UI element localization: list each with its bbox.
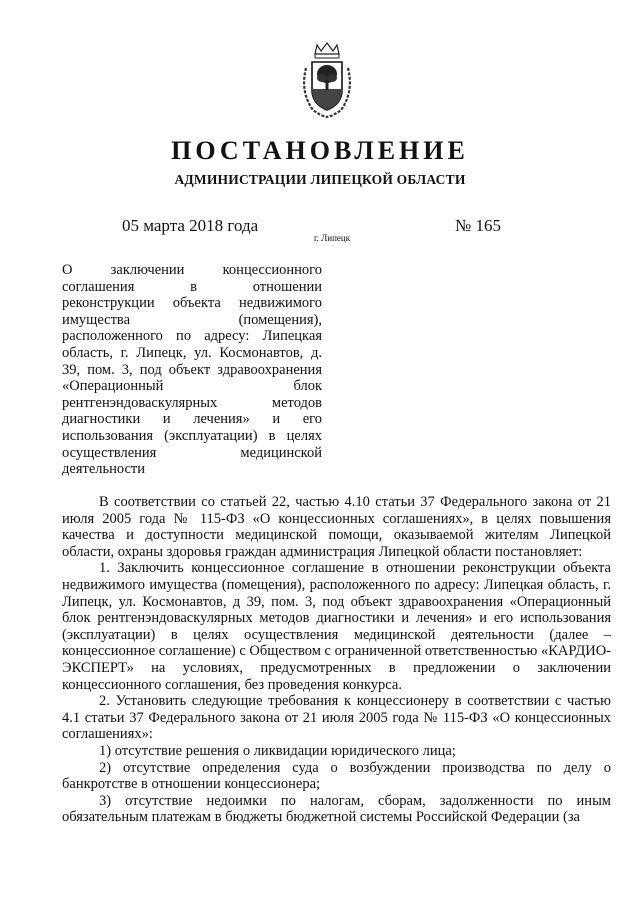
document-body [62, 494, 611, 826]
subject-line: имущества (помещения), [62, 311, 322, 328]
subject-line: расположенного по адресу: Липецкая [62, 328, 322, 345]
coat-of-arms-emblem-icon [297, 40, 357, 120]
subject-line: осуществления медицинской [62, 444, 322, 461]
clause-1-paragraph: 1. Заключить концессионное соглашение в отношении реконструкции объекта недвижимого имущества (помещения), расположенного по адресу: Липецкая область, г. Липецк, ул. Космонавтов, д 39, пом. 3, под объект здравоохранения «Операционный блок рентгенэндоваскулярных методов диагностики и лечения» и его использования (эксплуатации) в целях осуществления медицинской деятельности (далее – концессионное соглашение) с Обществом с ограниченной ответственностью «КАРДИО-ЭКСПЕРТ» на условиях, предусмотренных в предложении о заключении концессионного соглашения, без проведения конкурса. [62, 560, 611, 693]
subject-line: диагностики и лечения» и его [62, 411, 322, 428]
preamble-paragraph: В соответствии со статьей 22, частью 4.10 статьи 37 Федерального закона от 21 июля 2005 года № 115-ФЗ «О концессионных соглашениях», в целях повышения качества и доступности медицинской помощи, оказываемой жителям Липецкой области, охраны здоровья граждан администрация Липецкой области постановляет: [62, 494, 611, 560]
requirement-1-paragraph: 1) отсутствие решения о ликвидации юридического лица; [99, 742, 456, 759]
subject-line: О заключении концессионного [62, 262, 322, 278]
subject-line: реконструкции объекта недвижимого [62, 295, 322, 312]
document-number: № 165 [455, 216, 501, 235]
document-subject [62, 262, 322, 478]
subject-line: «Операционный блок [62, 378, 322, 395]
subject-line: деятельности [62, 461, 146, 478]
requirement-3-paragraph: 3) отсутствие недоимки по налогам, сборам, задолженности по иным обязательным платежам в бюджеты бюджетной системы Российской Федерации (за [62, 792, 611, 826]
requirement-2-paragraph: 2) отсутствие определения суда о возбуждении производства по делу о банкротстве в отношении концессионера; [62, 759, 611, 793]
subject-line: соглашения в отношении [62, 278, 322, 295]
subject-line: использования (эксплуатации) в целях [62, 427, 322, 444]
document-date: 05 марта 2018 года [122, 216, 259, 235]
issuing-authority: АДМИНИСТРАЦИИ ЛИПЕЦКОЙ ОБЛАСТИ [174, 172, 466, 187]
document-city: г. Липецк [314, 233, 351, 243]
subject-line: область, г. Липецк, ул. Космонавтов, д. [62, 344, 322, 361]
clause-2-paragraph: 2. Установить следующие требования к концессионеру в соответствии с частью 4.1 статьи 37 Федерального закона от 21 июля 2005 года № 115-ФЗ «О концессионных соглашениях»: [62, 693, 611, 743]
document-title: ПОСТАНОВЛЕНИЕ [171, 136, 469, 165]
subject-line: рентгенэндоваскулярных методов [62, 394, 322, 411]
subject-line: 39, пом. 3, под объект здравоохранения [62, 361, 322, 378]
